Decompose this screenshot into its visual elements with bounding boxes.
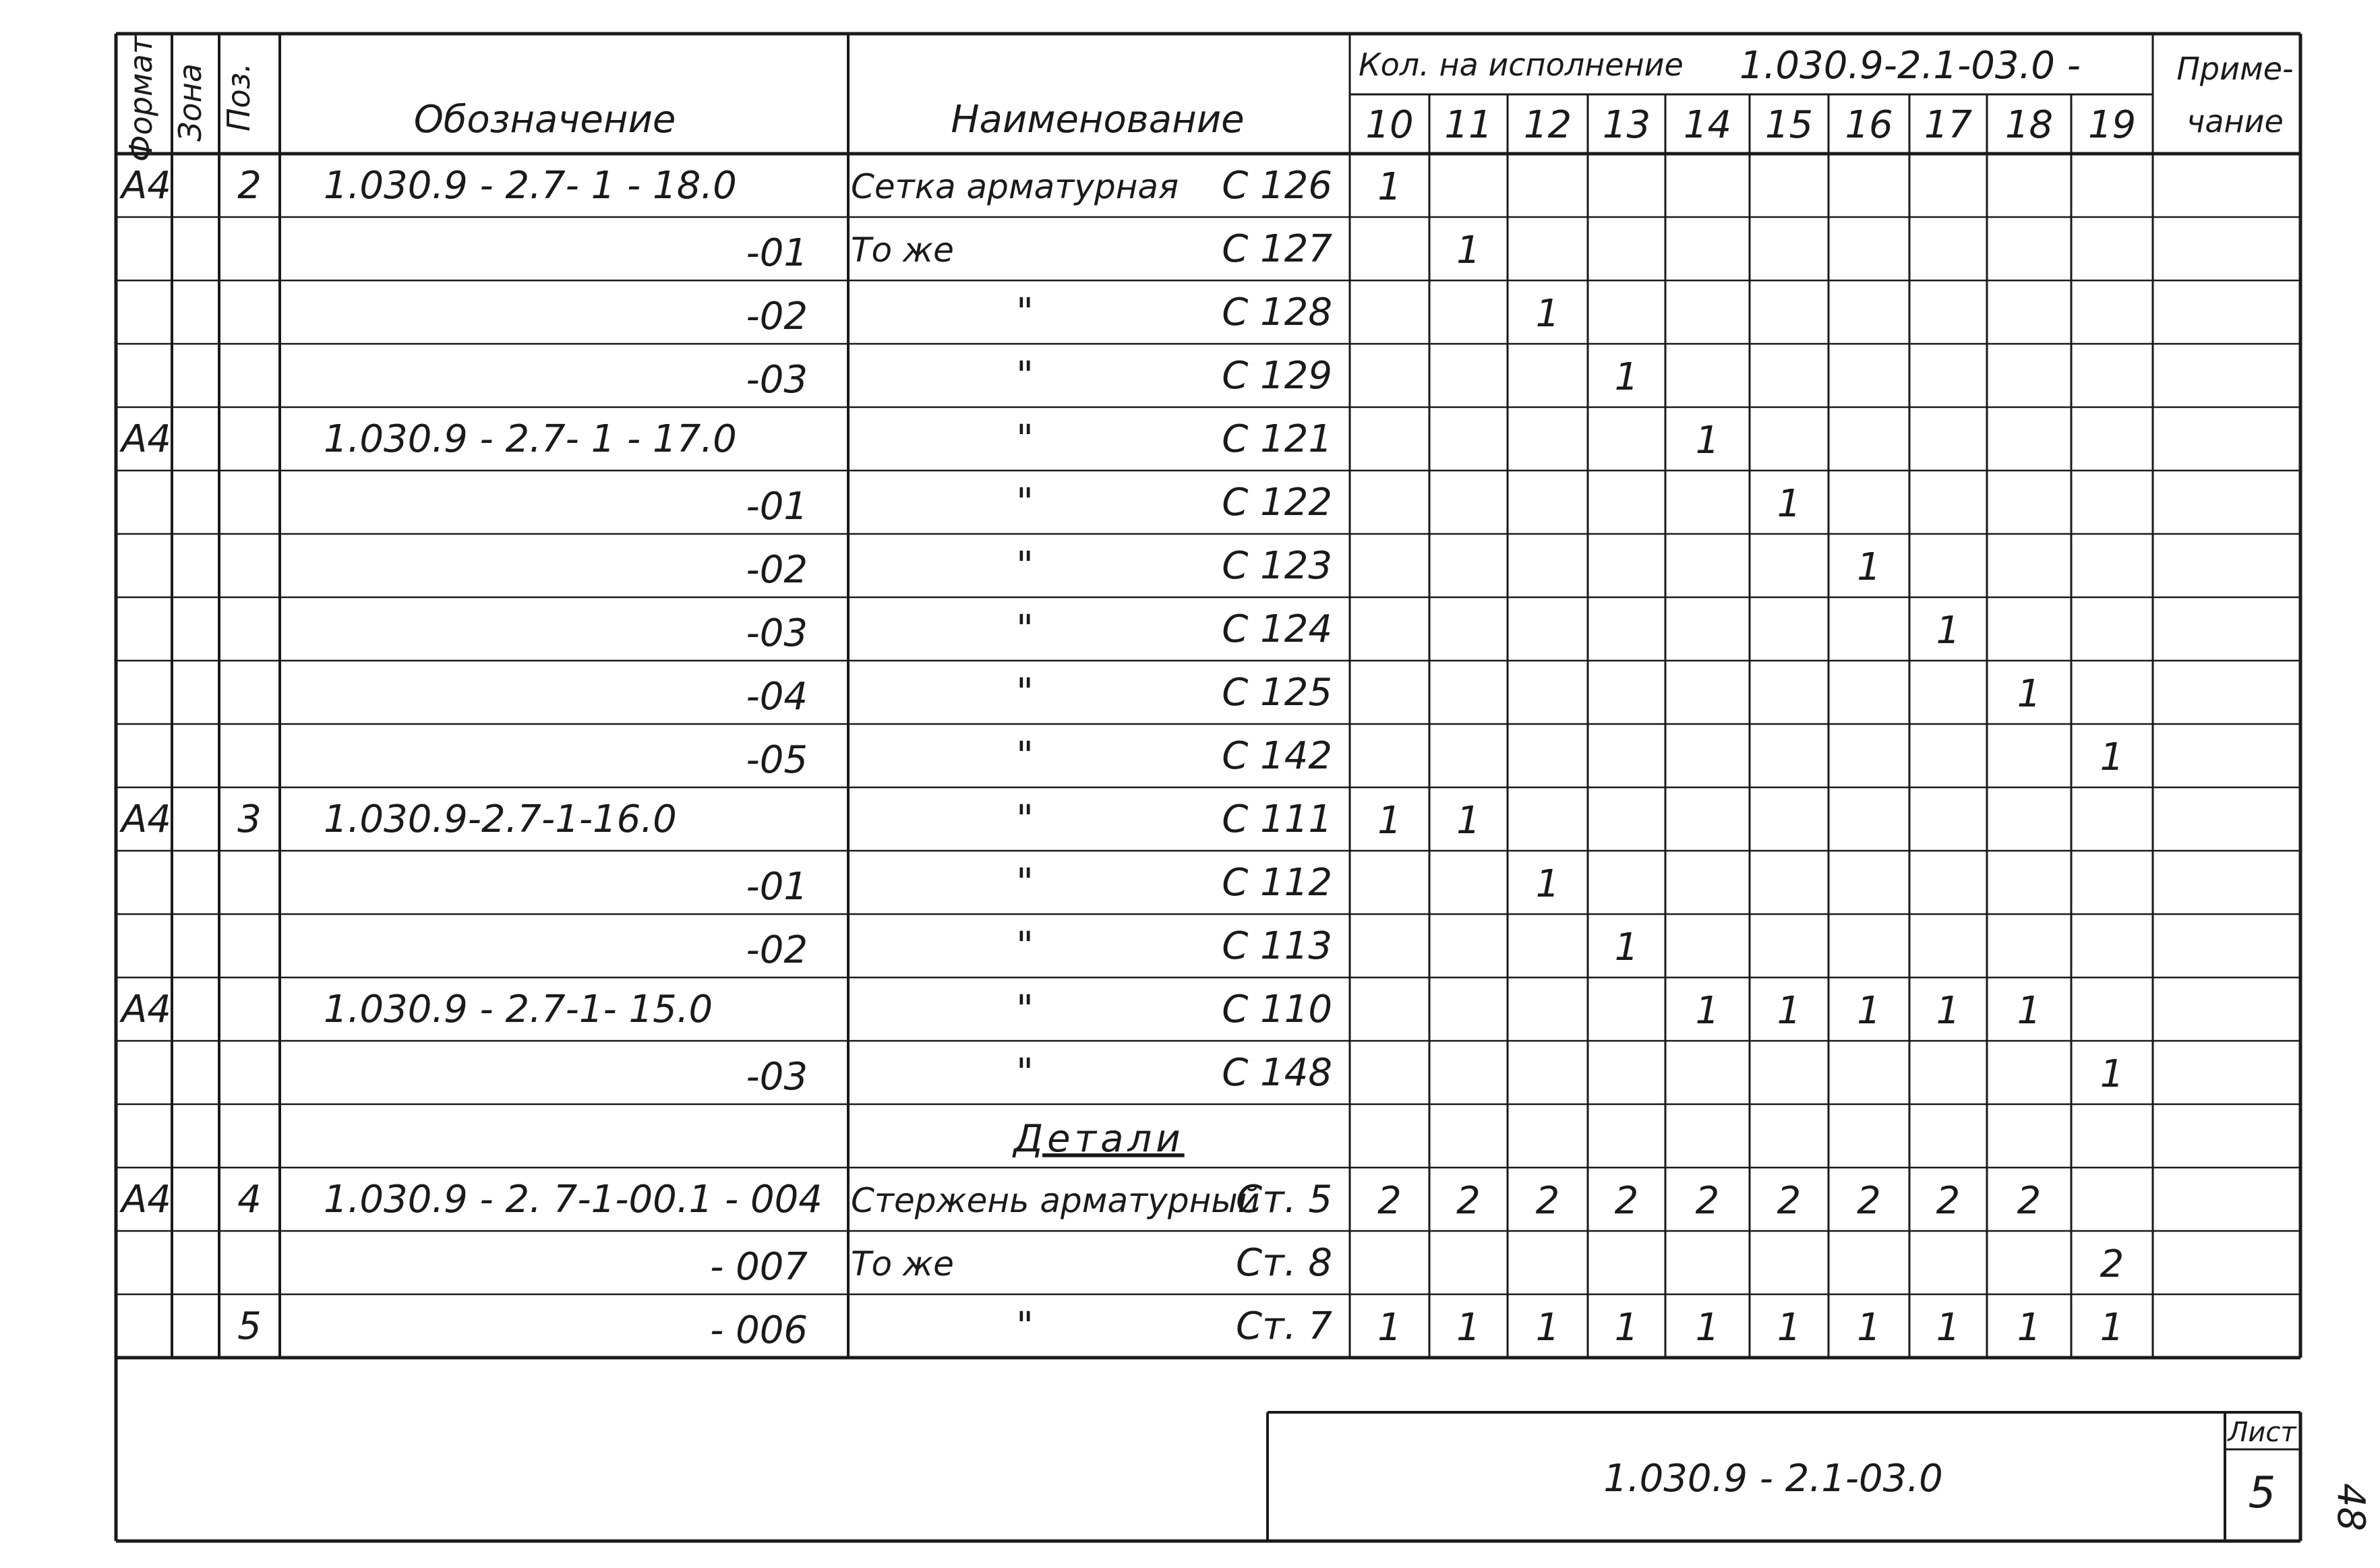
table-row <box>746 671 2042 719</box>
variant-header-18: 18 <box>2004 103 2054 147</box>
row-designation: 1.030.9 - 2. 7-1-00.1 - 004 <box>324 1178 823 1222</box>
variant-header-13: 13 <box>1602 103 1651 147</box>
row-mark: С 111 <box>1222 797 1332 841</box>
row-name: " <box>1016 924 1034 968</box>
qty-cell: 1 <box>1936 989 1961 1033</box>
qty-cell: 1 <box>2017 672 2042 716</box>
row-mark: С 127 <box>1222 227 1332 271</box>
row-name: " <box>1016 734 1034 778</box>
section-title: Детали <box>1013 1117 1185 1161</box>
row-mark: С 123 <box>1222 544 1332 588</box>
row-format: А4 <box>121 1178 171 1222</box>
row-pos: 5 <box>237 1304 262 1348</box>
row-mark: С 124 <box>1222 607 1332 651</box>
row-name: " <box>1016 544 1034 588</box>
variant-header-12: 12 <box>1523 103 1572 147</box>
row-mark: Ст. 7 <box>1236 1304 1332 1348</box>
qty-cell: 1 <box>1456 1306 1481 1350</box>
variant-header-17: 17 <box>1924 103 1973 147</box>
variant-header-19: 19 <box>2087 103 2137 147</box>
qty-cell: 1 <box>1777 989 1802 1033</box>
qty-cell: 1 <box>1535 1306 1560 1350</box>
qty-cell: 2 <box>2017 1179 2042 1223</box>
margin-number: 48 <box>2329 1483 2373 1532</box>
row-mark: С 121 <box>1222 417 1332 461</box>
row-mark: С 110 <box>1222 988 1332 1031</box>
row-pos: 2 <box>237 164 262 208</box>
variant-header-14: 14 <box>1683 103 1732 147</box>
header-qty-title: Кол. на исполнение <box>1359 47 1684 83</box>
header-designation: Обозначение <box>413 98 676 142</box>
row-format: А4 <box>121 988 171 1031</box>
row-name: Сетка арматурная <box>851 167 1179 206</box>
qty-cell: 1 <box>1777 1306 1802 1350</box>
qty-cell: 2 <box>1377 1179 1402 1223</box>
table-row <box>119 988 2041 1033</box>
table-row <box>746 544 1881 592</box>
row-name: " <box>1016 291 1034 334</box>
title-stamp <box>1603 1417 2373 1531</box>
variant-header-11: 11 <box>1444 103 1493 147</box>
variant-headers <box>1365 103 2136 147</box>
row-designation-suffix: - 006 <box>710 1308 808 1352</box>
qty-cell: 2 <box>1535 1179 1560 1223</box>
row-mark: С 142 <box>1222 734 1332 778</box>
qty-cell: 1 <box>1857 1306 1881 1350</box>
row-name: " <box>1016 417 1034 461</box>
table-row <box>119 797 1481 843</box>
row-designation-suffix: -02 <box>746 295 808 338</box>
row-designation-suffix: -03 <box>746 358 808 402</box>
document-code: 1.030.9 - 2.1-03.0 <box>1603 1457 1943 1501</box>
qty-cell: 1 <box>1936 1306 1961 1350</box>
row-designation: 1.030.9 - 2.7- 1 - 18.0 <box>324 164 737 208</box>
row-name: Стержень арматурный <box>851 1181 1260 1220</box>
table-row <box>746 354 1639 402</box>
table-row <box>119 417 1719 462</box>
row-name: То же <box>851 1244 954 1284</box>
row-mark: С 128 <box>1222 291 1332 334</box>
row-mark: С 129 <box>1222 354 1332 398</box>
header-qty-code: 1.030.9-2.1-03.0 - <box>1739 44 2081 88</box>
row-name: " <box>1016 671 1034 715</box>
table-row <box>119 164 1402 209</box>
row-designation: 1.030.9 - 2.7-1- 15.0 <box>324 988 713 1031</box>
qty-cell: 2 <box>1456 1179 1481 1223</box>
sheet-number: 5 <box>2248 1468 2276 1518</box>
row-designation-suffix: -05 <box>746 738 808 782</box>
qty-cell: 1 <box>1777 482 1802 526</box>
qty-cell: 1 <box>1377 1306 1402 1350</box>
qty-cell: 2 <box>1777 1179 1802 1223</box>
row-format: А4 <box>121 417 171 461</box>
row-designation-suffix: -01 <box>746 231 808 275</box>
row-designation: 1.030.9-2.7-1-16.0 <box>324 797 677 841</box>
row-mark: С 125 <box>1222 671 1332 715</box>
header-pos: Поз. <box>220 63 257 131</box>
header-name: Наименование <box>951 98 1245 142</box>
row-designation-suffix: - 007 <box>710 1245 808 1289</box>
row-designation-suffix: -04 <box>746 675 808 719</box>
table-row <box>237 1304 2124 1352</box>
table-row <box>746 1051 2124 1099</box>
row-pos: 4 <box>237 1178 262 1222</box>
table-row <box>746 291 1560 338</box>
table-row <box>746 607 1961 655</box>
row-mark: С 148 <box>1222 1051 1332 1095</box>
qty-cell: 1 <box>1857 545 1881 589</box>
row-name: " <box>1016 1304 1034 1348</box>
row-name: " <box>1016 607 1034 651</box>
row-designation-suffix: -01 <box>746 865 808 909</box>
header-note-line2: чание <box>2186 103 2284 140</box>
variant-header-16: 16 <box>1845 103 1893 147</box>
sheet-label: Лист <box>2228 1417 2296 1448</box>
table-row <box>1011 1117 1184 1161</box>
qty-cell: 2 <box>1936 1179 1961 1223</box>
qty-cell: 1 <box>1695 989 1720 1033</box>
variant-header-10: 10 <box>1365 103 1414 147</box>
qty-cell: 1 <box>2100 1306 2124 1350</box>
qty-cell: 1 <box>1614 355 1639 399</box>
header-format: Формат <box>123 36 159 162</box>
row-mark: Ст. 8 <box>1236 1241 1332 1285</box>
header-note-line1: Приме- <box>2176 51 2294 87</box>
qty-cell: 1 <box>1857 989 1881 1033</box>
row-name: " <box>1016 988 1034 1031</box>
qty-cell: 1 <box>1614 926 1639 969</box>
row-pos: 3 <box>237 797 262 841</box>
table-row <box>746 481 1802 529</box>
qty-cell: 2 <box>1614 1179 1639 1223</box>
qty-cell: 1 <box>2100 1052 2124 1096</box>
variant-header-15: 15 <box>1764 103 1814 147</box>
qty-cell: 2 <box>1695 1179 1720 1223</box>
table-row <box>746 227 1481 275</box>
row-mark: Ст. 5 <box>1236 1178 1332 1222</box>
row-designation-suffix: -01 <box>746 485 808 529</box>
row-mark: С 126 <box>1222 164 1332 208</box>
qty-cell: 1 <box>1535 292 1560 336</box>
row-mark: С 122 <box>1222 481 1332 524</box>
header-zone: Зона <box>172 63 208 142</box>
row-designation-suffix: -03 <box>746 611 808 655</box>
table-row <box>710 1241 2124 1289</box>
row-name: " <box>1016 1051 1034 1095</box>
qty-cell: 1 <box>1377 799 1402 843</box>
qty-cell: 1 <box>2017 1306 2042 1350</box>
qty-cell: 1 <box>1936 609 1961 653</box>
table-rows <box>119 164 2124 1352</box>
row-designation-suffix: -03 <box>746 1055 808 1099</box>
qty-cell: 1 <box>1614 1306 1639 1350</box>
qty-cell: 1 <box>2017 989 2042 1033</box>
row-designation-suffix: -02 <box>746 548 808 592</box>
row-mark: С 113 <box>1222 924 1332 968</box>
qty-cell: 1 <box>1695 1306 1720 1350</box>
row-designation: 1.030.9 - 2.7- 1 - 17.0 <box>324 417 737 461</box>
row-name: " <box>1016 481 1034 524</box>
qty-cell: 2 <box>1857 1179 1881 1223</box>
table-row <box>746 734 2124 782</box>
qty-cell: 1 <box>2100 735 2124 779</box>
row-designation-suffix: -02 <box>746 928 808 972</box>
row-format: А4 <box>121 164 171 208</box>
qty-cell: 1 <box>1695 419 1720 462</box>
qty-cell: 1 <box>1456 229 1481 272</box>
table-row <box>119 1178 2041 1223</box>
row-mark: С 112 <box>1222 861 1332 905</box>
qty-cell: 2 <box>2100 1242 2124 1286</box>
qty-cell: 1 <box>1535 862 1560 906</box>
row-name: То же <box>851 231 954 270</box>
row-name: " <box>1016 861 1034 905</box>
row-format: А4 <box>121 797 171 841</box>
table-row <box>746 924 1639 972</box>
qty-cell: 1 <box>1377 165 1402 209</box>
qty-cell: 1 <box>1456 799 1481 843</box>
row-name: " <box>1016 354 1034 398</box>
table-grid <box>116 34 2300 1541</box>
table-row <box>746 861 1560 909</box>
row-name: " <box>1016 797 1034 841</box>
